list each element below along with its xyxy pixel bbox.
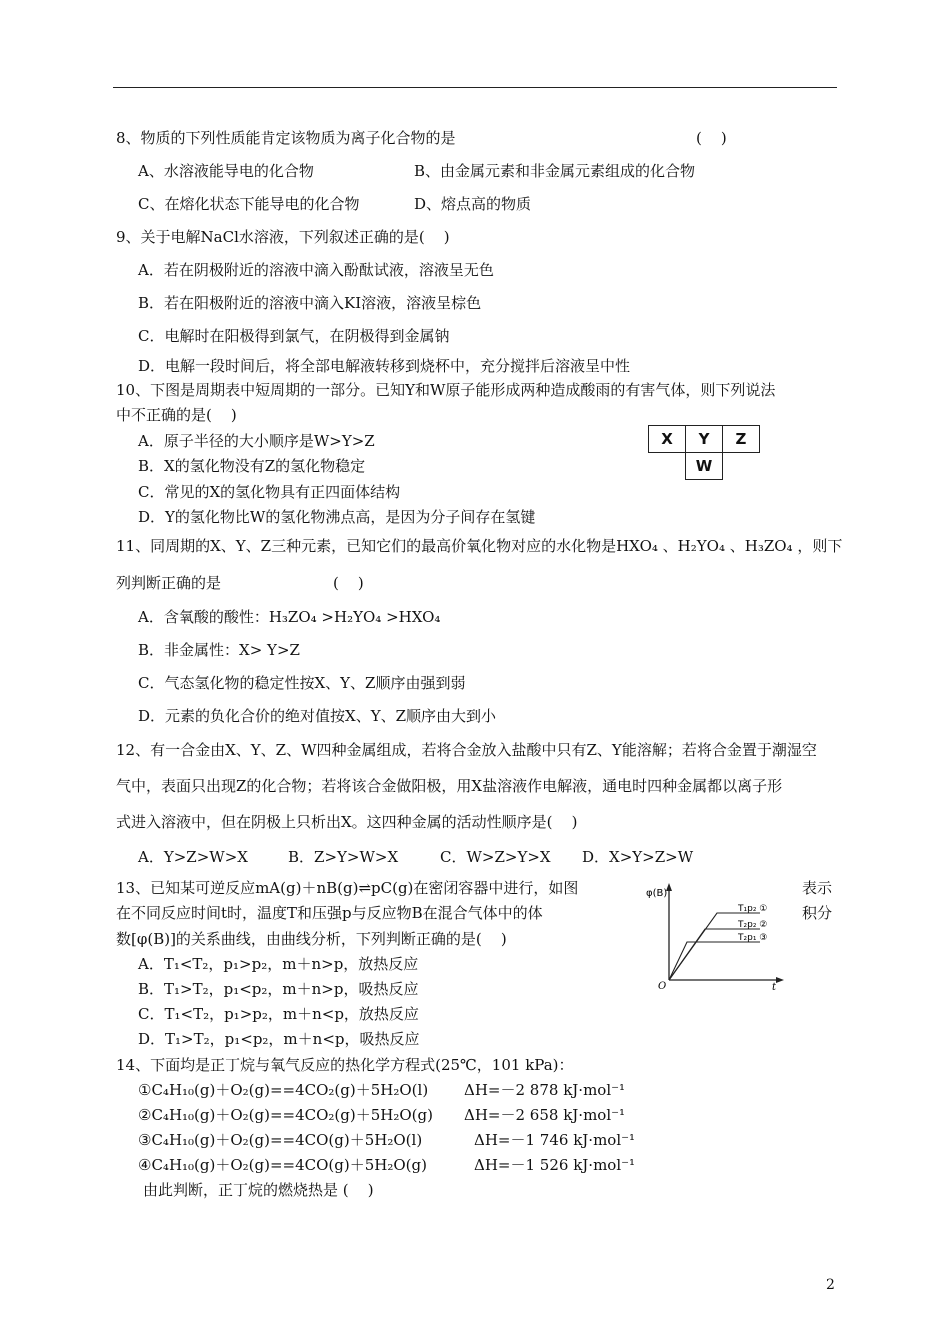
q14-stem: 14、下面均是正丁烷与氧气反应的热化学方程式(25℃，101 kPa)： [116, 1056, 574, 1074]
q12-option-a: A．Y>Z>W>X [138, 848, 248, 866]
q13-option-c: C．T₁<T₂，p₁>p₂，m＋n<p，放热反应 [138, 1005, 419, 1023]
q14-equation-3: ③C₄H₁₀(g)＋O₂(g)==4CO(g)＋5H₂O(l) [138, 1131, 423, 1149]
element-w-cell: W [686, 453, 723, 480]
q8-option-c: C、在熔化状态下能导电的化合物 [138, 195, 360, 213]
q14-enthalpy-3: ΔH=－1 746 kJ·mol⁻¹ [474, 1131, 636, 1149]
q13-option-a: A．T₁<T₂，p₁>p₂，m＋n>p，放热反应 [138, 955, 419, 973]
element-y-cell: Y [686, 426, 723, 453]
q14-equation-1: ①C₄H₁₀(g)＋O₂(g)==4CO₂(g)＋5H₂O(l) [138, 1081, 429, 1099]
q9-option-a: A．若在阴极附近的溶液中滴入酚酞试液，溶液呈无色 [138, 261, 494, 279]
empty-cell [649, 453, 686, 480]
q11-stem-line1: 11、同周期的X、Y、Z三种元素，已知它们的最高价氧化物对应的水化物是HXO₄ 、H₂YO₄ 、H₃ZO₄ ，则下 [116, 537, 843, 555]
y-axis-label: φ(B) [646, 888, 668, 899]
q14-enthalpy-2: ΔH=－2 658 kJ·mol⁻¹ [464, 1106, 626, 1124]
q11-option-a: A．含氧酸的酸性：H₃ZO₄ >H₂YO₄ >HXO₄ [138, 608, 441, 626]
q11-option-c: C．气态氢化物的稳定性按X、Y、Z顺序由强到弱 [138, 674, 466, 692]
phi-b-vs-time-graph [642, 880, 792, 992]
curve-2-label: T₂p₂ ② [738, 920, 768, 930]
q8-option-b: B、由金属元素和非金属元素组成的化合物 [414, 162, 696, 180]
q10-stem-line1: 10、下图是周期表中短周期的一部分。已知Y和W原子能形成两种造成酸雨的有害气体，则下列说法 [116, 381, 776, 399]
q14-enthalpy-1: ΔH=－2 878 kJ·mol⁻¹ [464, 1081, 626, 1099]
q12-option-c: C．W>Z>Y>X [440, 848, 551, 866]
element-z-cell: Z [723, 426, 760, 453]
q14-conclusion: 由此判断，正丁烷的燃烧热是 ( ) [143, 1181, 374, 1199]
q10-stem-line2: 中不正确的是( ) [116, 406, 237, 424]
q13-stem-line1: 13、已知某可逆反应mA(g)＋nB(g)⇌pC(g)在密闭容器中进行，如图 [116, 879, 579, 897]
q9-option-c: C．电解时在阳极得到氯气，在阴极得到金属钠 [138, 327, 450, 345]
q12-stem-line2: 气中，表面只出现Z的化合物；若将该合金做阳极，用X盐溶液作电解液，通电时四种金属都以离子形 [116, 777, 783, 795]
q13-option-b: B．T₁>T₂，p₁<p₂，m＋n>p，吸热反应 [138, 980, 419, 998]
page-number: 2 [826, 1277, 835, 1293]
q13-stem-line1-right: 表示 [802, 879, 833, 897]
q11-option-b: B．非金属性：X> Y>Z [138, 641, 300, 659]
q8-option-d: D、熔点高的物质 [414, 195, 532, 213]
q10-option-c: C．常见的X的氢化物具有正四面体结构 [138, 483, 401, 501]
q11-stem-line2: 列判断正确的是 [116, 574, 222, 592]
q13-stem-line2: 在不同反应时间t时，温度T和压强p与反应物B在混合气体中的体 [116, 904, 543, 922]
empty-cell [723, 453, 760, 480]
q8-answer-paren: ( ) [696, 129, 727, 147]
element-x-cell: X [649, 426, 686, 453]
curve-1-label: T₁p₂ ① [738, 904, 768, 914]
q14-equation-2: ②C₄H₁₀(g)＋O₂(g)==4CO₂(g)＋5H₂O(g) [138, 1106, 433, 1124]
q12-option-d: D．X>Y>Z>W [582, 848, 694, 866]
x-axis-arrow-icon [776, 977, 784, 983]
curve-3-label: T₂p₁ ③ [738, 933, 768, 943]
q8-option-a: A、水溶液能导电的化合物 [138, 162, 314, 180]
header-rule [113, 87, 837, 88]
q10-option-d: D．Y的氢化物比W的氢化物沸点高，是因为分子间存在氢键 [138, 508, 536, 526]
q12-stem-line3: 式进入溶液中，但在阴极上只析出X。这四种金属的活动性顺序是( ) [116, 813, 578, 831]
q8-stem: 8、物质的下列性质能肯定该物质为离子化合物的是 [116, 129, 456, 147]
q12-option-b: B．Z>Y>W>X [288, 848, 399, 866]
q11-option-d: D．元素的负化合价的绝对值按X、Y、Z顺序由大到小 [138, 707, 497, 725]
q13-option-d: D．T₁>T₂，p₁<p₂，m＋n<p，吸热反应 [138, 1030, 420, 1048]
q13-stem-line2-right: 积分 [802, 904, 833, 922]
q11-answer-paren: ( ) [333, 574, 364, 592]
q14-equation-4: ④C₄H₁₀(g)＋O₂(g)==4CO(g)＋5H₂O(g) [138, 1156, 427, 1174]
x-axis-label: t [772, 982, 777, 992]
q13-stem-line3: 数[φ(B)]的关系曲线，由曲线分析，下列判断正确的是( ) [116, 930, 507, 948]
q14-enthalpy-4: ΔH=－1 526 kJ·mol⁻¹ [474, 1156, 636, 1174]
q12-stem-line1: 12、有一合金由X、Y、Z、W四种金属组成，若将合金放入盐酸中只有Z、Y能溶解；若将合金置于潮湿空 [116, 741, 817, 759]
q9-option-d: D．电解一段时间后，将全部电解液转移到烧杯中，充分搅拌后溶液呈中性 [138, 357, 631, 375]
periodic-table-fragment [648, 425, 760, 480]
q10-option-a: A．原子半径的大小顺序是W>Y>Z [138, 432, 375, 450]
q9-option-b: B．若在阳极附近的溶液中滴入KI溶液，溶液呈棕色 [138, 294, 482, 312]
q10-option-b: B．X的氢化物没有Z的氢化物稳定 [138, 457, 366, 475]
q9-stem: 9、关于电解NaCl水溶液，下列叙述正确的是( ) [116, 228, 450, 246]
origin-label: O [658, 981, 667, 992]
